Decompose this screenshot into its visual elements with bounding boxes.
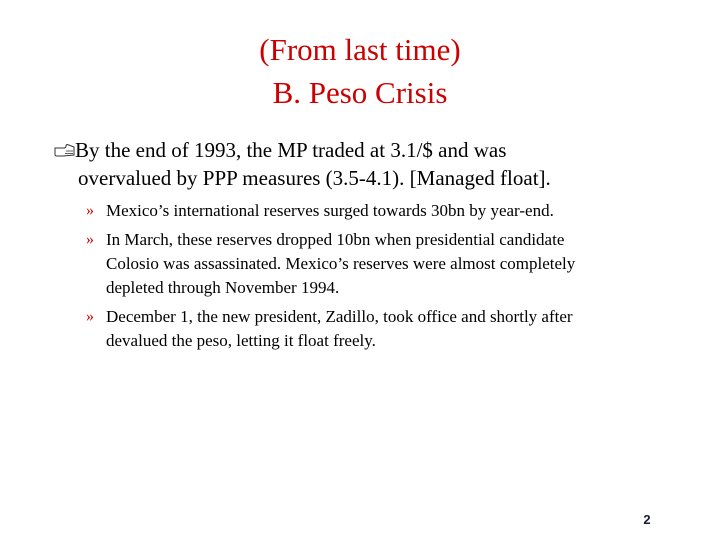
main-bullet-line-1: By the end of 1993, the MP traded at 3.1/$ and was (75, 138, 507, 162)
sub-bullet-item (86, 199, 686, 223)
slide-title-line-1: (From last time) (259, 32, 461, 67)
sub-bullet-2-line-2: Colosio was assassinated. Mexico’s reserves were almost completely (106, 254, 576, 273)
sub-bullet-2-line-1: In March, these reserves dropped 10bn when presidential candidate (106, 230, 565, 249)
main-bullet-line-2: overvalued by PPP measures (3.5-4.1). [Managed float]. (78, 166, 551, 190)
chevron-bullet-icon: » (86, 202, 94, 219)
sub-bullet-1-line-1: Mexico’s international reserves surged towards 30bn by year-end. (106, 201, 554, 220)
sub-bullet-list (86, 199, 686, 358)
sub-bullet-item (86, 228, 686, 300)
main-bullet (54, 136, 674, 192)
pointing-hand-icon (54, 143, 76, 159)
sub-bullet-2-line-3: depleted through November 1994. (106, 278, 340, 297)
sub-bullet-3-line-2: devalued the peso, letting it float freely. (106, 331, 376, 350)
page-number: 2 (643, 512, 651, 527)
chevron-bullet-icon: » (86, 231, 94, 248)
slide-title (0, 28, 720, 114)
sub-bullet-3-line-1: December 1, the new president, Zadillo, took office and shortly after (106, 307, 573, 326)
main-bullet-text (54, 136, 674, 192)
sub-bullet-item (86, 305, 686, 353)
slide-title-line-2: B. Peso Crisis (272, 75, 448, 110)
chevron-bullet-icon: » (86, 308, 94, 325)
